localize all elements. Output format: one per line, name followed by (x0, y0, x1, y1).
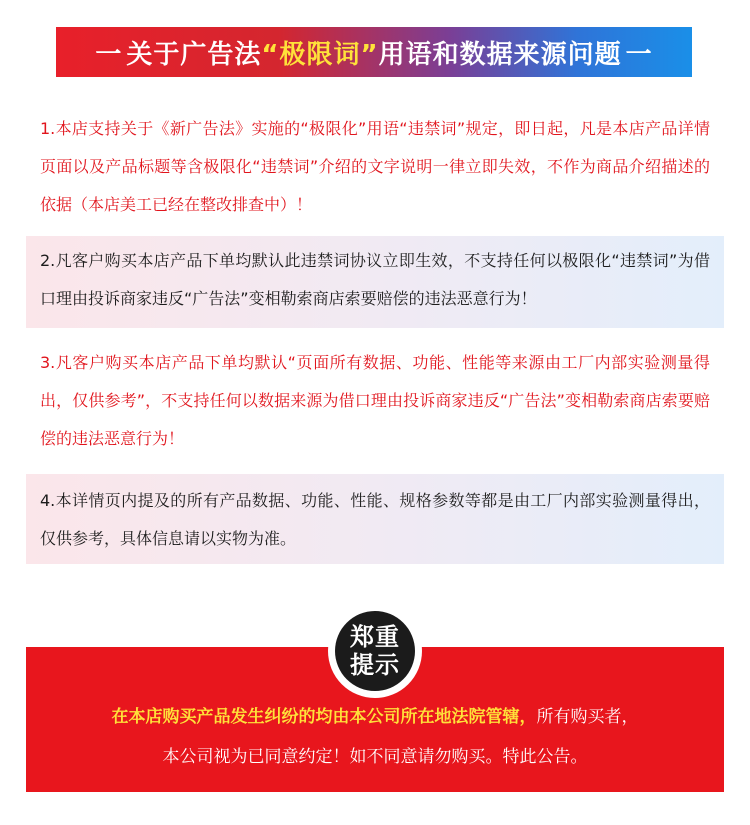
title-highlight: “极限词” (261, 39, 379, 70)
page-title-banner (56, 27, 692, 77)
notice-paragraph-1: 1.本店支持关于《新广告法》实施的“极限化”用语“违禁词”规定，即日起，凡是本店产品详情页面以及产品标题等含极限化“违禁词”介绍的文字说明一律立即失效，不作为商品介绍描述的依据（本店美工已经在整改排查中）！ (40, 119, 710, 214)
title-dash-right: 一 (625, 39, 653, 70)
notice-line-2: 本公司视为已同意约定！如不同意请勿购买。特此公告。 (162, 747, 588, 767)
badge-line-2: 提示 (350, 651, 400, 679)
notice-line-1 (26, 697, 724, 737)
notice-line-1-highlight: 在本店购买产品发生纠纷的均由本公司所在地法院管辖， (111, 707, 537, 727)
badge-line-1: 郑重 (350, 623, 400, 651)
notice-paragraph-2: 2.凡客户购买本店产品下单均默认此违禁词协议立即生效，不支持任何以极限化“违禁词”为借口理由投诉商家违反“广告法”变相勒索商店索要赔偿的违法恶意行为！ (26, 236, 724, 328)
notice-paragraph-4: 4.本详情页内提及的所有产品数据、功能、性能、规格参数等都是由工厂内部实验测量得出，仅供参考，具体信息请以实物为准。 (26, 474, 724, 564)
title-dash-left: 一 (95, 39, 123, 70)
notice-line-1-rest: 所有购买者， (536, 707, 639, 727)
important-badge (335, 611, 415, 691)
title-post: 用语和数据来源问题 (378, 39, 622, 70)
notice-paragraph-3: 3.凡客户购买本店产品下单均默认“页面所有数据、功能、性能等来源由工厂内部实验测量得出，仅供参考”，不支持任何以数据来源为借口理由投诉商家违反“广告法”变相勒索商店索要赔偿的违法恶意行为！ (40, 353, 710, 448)
title-pre: 关于广告法 (126, 39, 262, 70)
